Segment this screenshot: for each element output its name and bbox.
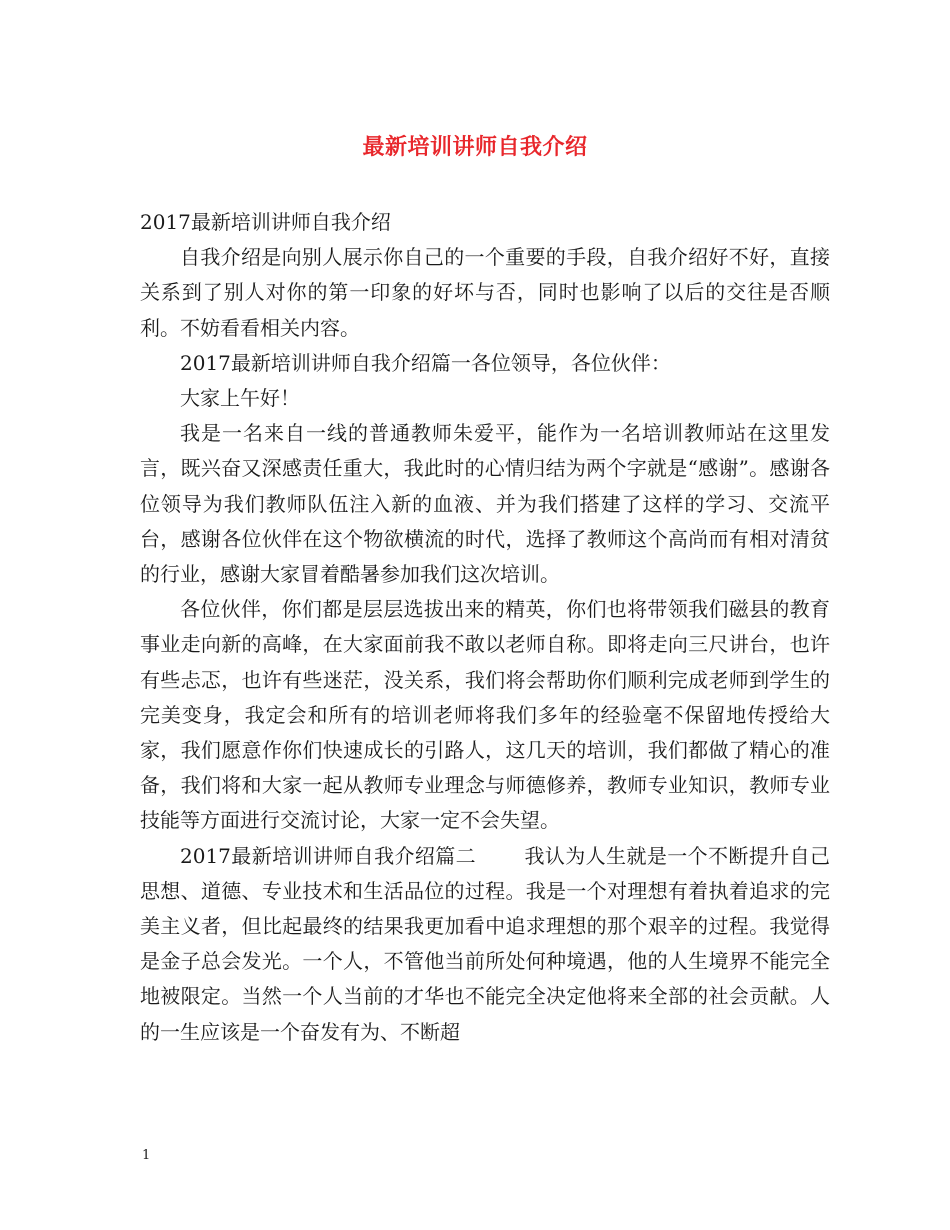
part-two-heading: 2017最新培训讲师自我介绍篇二 [180, 843, 477, 868]
paragraph-thanks: 我是一名来自一线的普通教师朱爱平，能作为一名培训教师站在这里发言，既兴奋又深感责任重大，我此时的心情归结为两个字就是“感谢”。感谢各位领导为我们教师队伍注入新的血液、并为我们搭建了这样的学习、交流平台，感谢各位伙伴在这个物欲横流的时代，选择了教师这个高尚而有相对清贫的行业，感谢大家冒着酷暑参加我们这次培训。 [140, 421, 830, 587]
part-two-text: 我认为人生就是一个不断提升自己思想、道德、专业技术和生活品位的过程。我是一个对理想有着执着追求的完美主义者，但比起最终的结果我更加看中追求理想的那个艰辛的过程。我觉得是金子总会发光。一个人，不管他当前所处何种境遇，他的人生境界不能完全地被限定。当然一个人当前的才华也不能完全决定他将来全部的社会贡献。人的一生应该是一个奋发有为、不断超 [140, 843, 831, 1044]
page-number: 1 [142, 1148, 151, 1163]
document-subtitle: 2017最新培训讲师自我介绍 [140, 210, 391, 234]
document-body [140, 205, 830, 1050]
document-title: 最新培训讲师自我介绍 [362, 134, 588, 160]
paragraph-part-two [140, 839, 830, 1050]
paragraph-partners: 各位伙伴，你们都是层层选拔出来的精英，你们也将带领我们磁县的教育事业走向新的高峰，在大家面前我不敢以老师自称。即将走向三尺讲台，也许有些忐忑，也许有些迷茫，没关系，我们将会帮助你们顺利完成老师到学生的完美变身，我定会和所有的培训老师将我们多年的经验毫不保留地传授给大家，我们愿意作你们快速成长的引路人，这几天的培训，我们都做了精心的准备，我们将和大家一起从教师专业理念与师德修养，教师专业知识，教师专业技能等方面进行交流讨论，大家一定不会失望。 [140, 597, 830, 833]
paragraph-greeting: 大家上午好！ [180, 386, 300, 411]
paragraph-intro: 自我介绍是向别人展示你自己的一个重要的手段，自我介绍好不好，直接关系到了别人对你的第一印象的好坏与否，同时也影响了以后的交往是否顺利。不妨看看相关内容。 [140, 245, 830, 340]
paragraph-part-one-heading: 2017最新培训讲师自我介绍篇一各位领导，各位伙伴： [180, 350, 671, 375]
